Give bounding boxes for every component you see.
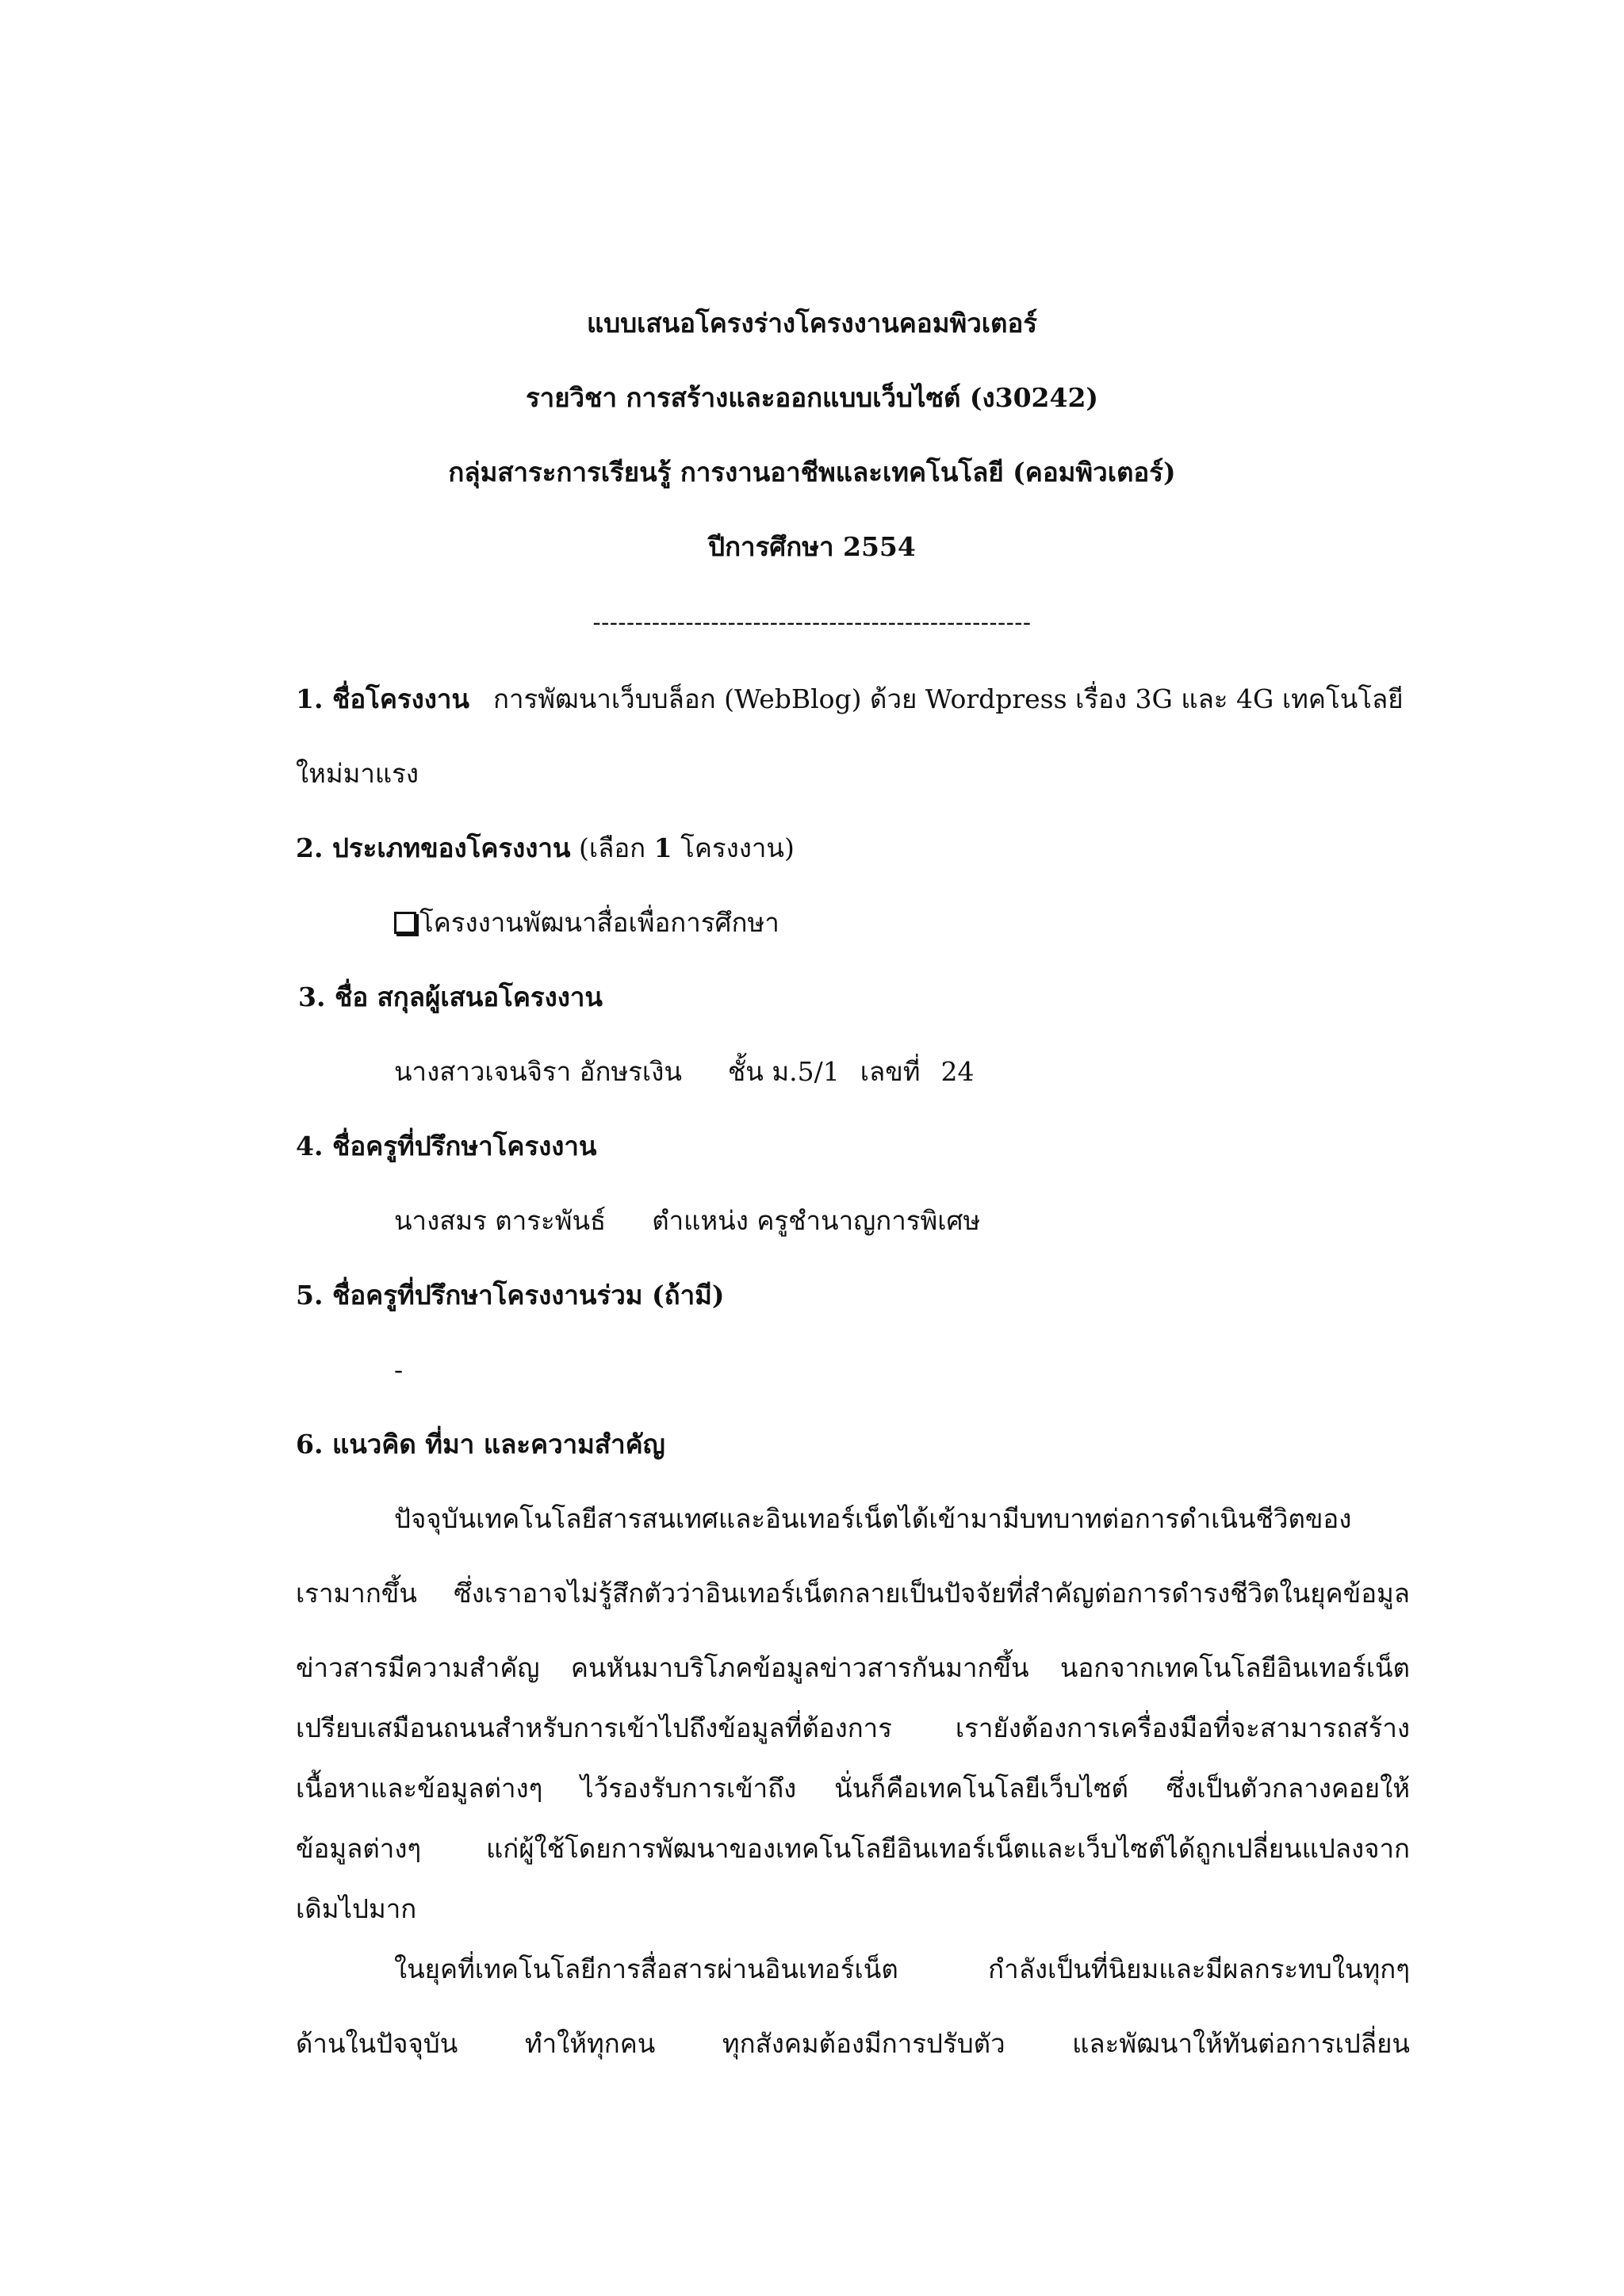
advisor-name: นางสมร ตาระพันธ์: [394, 1205, 607, 1236]
paragraph-line: ข้อมูลต่างๆ แก่ผู้ใช้โดยการพัฒนาของเทคโนโลยีอินเทอร์เน็ตและเว็บไซต์ได้ถูกเปลี่ยนแปลงจาก: [296, 1833, 1410, 1864]
paragraph-line: ปัจจุบันเทคโนโลยีสารสนเทศและอินเทอร์เน็ตได้เข้ามามีบทบาทต่อการดำเนินชีวิตของ: [394, 1503, 1352, 1534]
project-type-label: โครงงานพัฒนาสื่อเพื่อการศึกษา: [419, 907, 779, 938]
paragraph-line: ในยุคที่เทคโนโลยีการสื่อสารผ่านอินเทอร์เน็ต กำลังเป็นที่นิยมและมีผลกระทบในทุกๆ: [394, 1954, 1410, 1984]
advisor-position: ตำแหน่ง ครูชำนาญการพิเศษ: [652, 1205, 981, 1236]
document-learning-group: กลุ่มสาระการเรียนรู้ การงานอาชีพและเทคโนโลยี (คอมพิวเตอร์): [448, 457, 1176, 488]
project-name: การพัฒนาเว็บบล็อก (WebBlog) ด้วย Wordpress เรื่อง 3G และ 4G เทคโนโลยี: [493, 683, 1404, 714]
checkbox-icon: [394, 912, 416, 934]
proposer-name: นางสาวเจนจิรา อักษรเงิน: [394, 1056, 682, 1087]
proposer-number-label: เลขที่: [860, 1056, 921, 1087]
section-2-line: [296, 831, 795, 866]
co-advisor-value: -: [394, 1354, 404, 1385]
document-academic-year: ปีการศึกษา 2554: [708, 531, 916, 562]
paragraph-line: ด้านในปัจจุบัน ทำให้ทุกคน ทุกสังคมต้องมีการปรับตัว และพัฒนาให้ทันต่อการเปลี่ยน: [296, 2028, 1410, 2059]
section-2-heading: 2. ประเภทของโครงงาน: [296, 832, 571, 863]
advisor-line: [394, 1203, 980, 1238]
proposer-class: ชั้น ม.5/1: [727, 1056, 840, 1087]
document-subject: รายวิชา การสร้างและออกแบบเว็บไซต์ (ง30242): [525, 382, 1099, 413]
paragraph-line: เดิมไปมาก: [296, 1893, 417, 1924]
section-2-note: (เลือก 1 โครงงาน): [578, 832, 795, 863]
project-type-option: [394, 905, 779, 940]
paragraph-line: เปรียบเสมือนถนนสำหรับการเข้าไปถึงข้อมูลที่ต้องการ เรายังต้องการเครื่องมือที่จะสามารถสร้าง: [296, 1712, 1410, 1743]
section-6-heading: 6. แนวคิด ที่มา และความสำคัญ: [296, 1429, 665, 1460]
section-5-heading: 5. ชื่อครูที่ปรึกษาโครงงานร่วม (ถ้ามี): [296, 1280, 725, 1311]
project-name-continuation: ใหม่มาแรง: [296, 758, 419, 789]
document-title: แบบเสนอโครงร่างโครงงานคอมพิวเตอร์: [587, 308, 1037, 339]
paragraph-line: เนื้อหาและข้อมูลต่างๆ ไว้รองรับการเข้าถึง นั่นก็คือเทคโนโลยีเว็บไซต์ ซึ่งเป็นตัวกลางคอยให้: [296, 1773, 1410, 1804]
section-1-heading: 1. ชื่อโครงงาน: [296, 683, 469, 714]
separator-rule: ----------------------------------------------------: [592, 609, 1032, 637]
proposer-number: 24: [940, 1056, 975, 1087]
section-3-heading: 3. ชื่อ สกุลผู้เสนอโครงงาน: [298, 982, 603, 1012]
proposer-line: [394, 1054, 975, 1089]
section-1-line: [296, 682, 1404, 717]
paragraph-line: เรามากขึ้น ซึ่งเราอาจไม่รู้สึกตัวว่าอินเทอร์เน็ตกลายเป็นปัจจัยที่สำคัญต่อการดำรงชีวิตในยุคข้อมูล: [296, 1578, 1410, 1609]
paragraph-line: ข่าวสารมีความสำคัญ คนหันมาบริโภคข้อมูลข่าวสารกันมากขึ้น นอกจากเทคโนโลยีอินเทอร์เน็ต: [296, 1652, 1410, 1683]
section-4-heading: 4. ชื่อครูที่ปรึกษาโครงงาน: [296, 1131, 597, 1161]
